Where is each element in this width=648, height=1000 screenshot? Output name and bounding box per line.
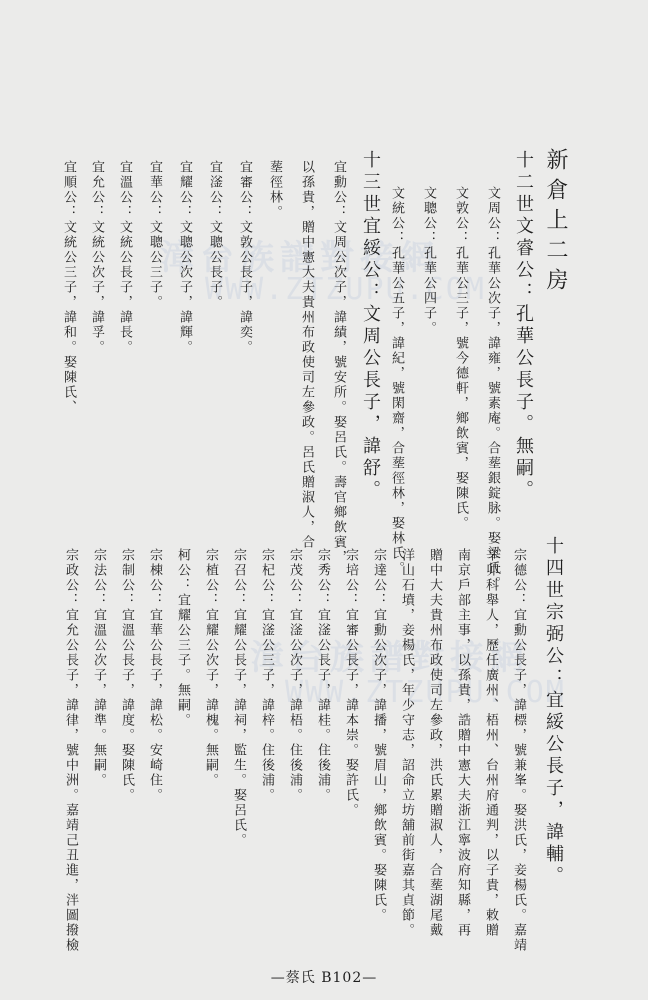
gen13-line-7: 宜華公：文聰公三子。 bbox=[147, 160, 162, 310]
gen14-line-16: 宗法公：宜溫公次子，諱準。無嗣。 bbox=[91, 548, 106, 788]
gen12-heading: 十二世文睿公：孔華公長子。無嗣。 bbox=[513, 150, 534, 502]
gen13-line-2: 以孫貴，贈中憲大夫貴州布政使司左參政。呂氏贈淑人，合 bbox=[299, 160, 314, 550]
watermark-cn-top: 漳台族譜對接網 bbox=[160, 238, 440, 278]
gen14-line-10: 宗杞公：宜滏公三子，諱梓。住後浦。 bbox=[259, 548, 274, 803]
gen14-line-4: 贈中大夫貴州布政使司左參政，洪氏累贈淑人，合塟湖尾戴 bbox=[427, 548, 442, 938]
gen14-line-11: 宗召公：宜耀公長子，諱祠，監生。娶呂氏。 bbox=[231, 548, 246, 848]
gen14-line-7: 宗培公：宜審公長子，諱本崇。娶許氏。 bbox=[343, 548, 358, 818]
gen14-line-2: 辛卯科舉人，歷任廣州、梧州、台州府通判，以子貴，敕贈 bbox=[483, 548, 498, 938]
gen12-line-4: 文統公：孔華公五子，諱紀，號閑齋，合塟徑林，娶林氏。 bbox=[389, 186, 404, 576]
gen14-line-14: 宗棟公：宜華公長子，諱松。安崎住。 bbox=[147, 548, 162, 803]
gen12-line-3: 文聰公：孔華公四子。 bbox=[421, 186, 436, 336]
gen12-line-2: 文敦公：孔華公三子，號今德軒，鄉飲賓，娶陳氏。 bbox=[453, 186, 468, 531]
gen13-line-9: 宜允公：文統公次子，諱孚。 bbox=[89, 160, 104, 355]
gen13-line-5: 宜滏公：文聰公長子。 bbox=[207, 160, 222, 310]
gen14-line-12: 宗植公：宜耀公次子，諱槐。無嗣。 bbox=[203, 548, 218, 788]
gen14-line-17: 宗政公：宜允公長子，諱律，號中洲。嘉靖己丑進，泮圖撥檢 bbox=[63, 548, 78, 953]
gen12-line-1: 文周公：孔華公次子，諱雍，號素庵。合塟銀錠脉。娶梁氏。 bbox=[485, 186, 500, 591]
gen14-heading: 十四世宗弼公：宜綏公長子，諱輔。 bbox=[543, 536, 564, 888]
watermark-en-top: WWW.ZTZUPU.COM bbox=[205, 272, 486, 307]
watermark-en-bottom: WWW.ZTZUPU.COM bbox=[285, 675, 566, 710]
gen13-line-8: 宜溫公：文統公長子，諱長。 bbox=[117, 160, 132, 355]
gen14-line-13: 柯公：宜耀公三子。無嗣。 bbox=[175, 548, 190, 728]
gen14-line-8: 宗秀公：宜滏公長子，諱桂。住後浦。 bbox=[315, 548, 330, 803]
gen13-line-4: 宜審公：文敦公長子，諱奕。 bbox=[237, 160, 252, 355]
gen13-heading: 十三世宜綏公：文周公長子，諱舒。 bbox=[360, 150, 381, 502]
gen14-line-6: 宗達公：宜勳公次子，諱播，號眉山，鄉飲賓。娶陳氏。 bbox=[371, 548, 386, 923]
page-title: 新倉上二房 bbox=[543, 148, 568, 298]
gen13-line-10: 宜順公：文統公三子，諱和。娶陳氏、 bbox=[61, 160, 76, 415]
watermark-cn-bottom: 漳台族譜對接網 bbox=[250, 638, 530, 678]
gen14-line-5: 洋山石墳，妾楊氏，年少守志，詔命立坊舖前街嘉其貞節。 bbox=[399, 548, 414, 938]
gen14-line-3: 南京戶部主事，以孫貴，誥贈中憲大夫浙江寧波府知縣，再 bbox=[455, 548, 470, 938]
gen13-line-6: 宜耀公：文聰公次子，諱輝。 bbox=[177, 160, 192, 355]
gen13-line-3: 塟徑林。 bbox=[267, 160, 282, 220]
gen14-line-1: 宗德公：宜勳公長子，諱標，號兼峯。娶洪氏，妾楊氏。嘉靖 bbox=[511, 548, 526, 953]
gen13-line-1: 宜勳公：文周公次子，諱績，號安所。娶呂氏。壽官鄉飲賓， bbox=[331, 160, 346, 565]
gen14-line-15: 宗制公：宜溫公長子，諱度。娶陳氏。 bbox=[119, 548, 134, 803]
page-footer: —蔡氏 B102— bbox=[270, 970, 378, 986]
gen14-line-9: 宗茂公：宜滏公次子，諱梧。住後浦。 bbox=[287, 548, 302, 803]
